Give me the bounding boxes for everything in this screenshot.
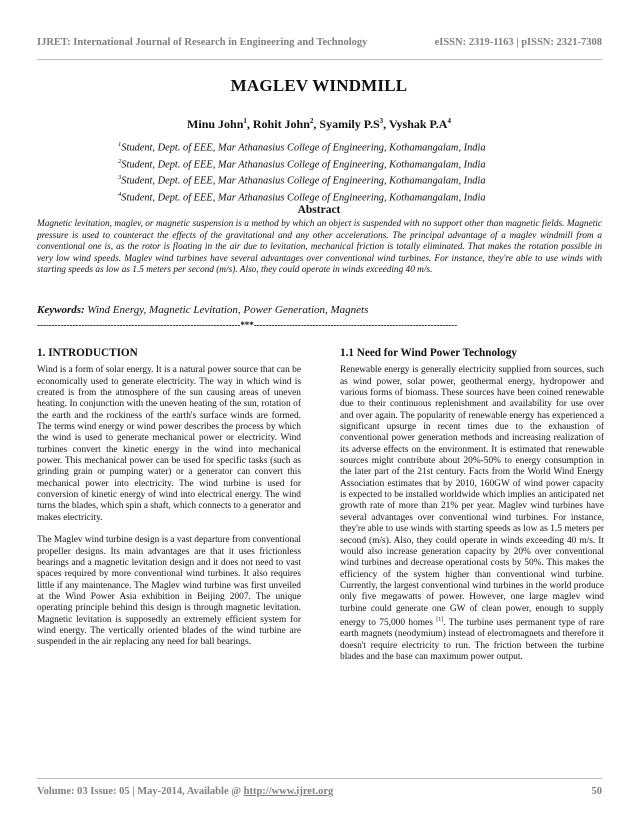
footer-rule — [37, 778, 602, 779]
footer-volume — [37, 786, 333, 797]
running-header — [37, 37, 602, 55]
affiliation-text: Student, Dept. of EEE, Mar Athanasius College of Engineering, Kothamangalam, India — [121, 192, 486, 204]
affiliation — [118, 138, 538, 155]
paragraph-text: . The turbine uses permanent type of rare earth magnets (neodymium) instead of electromagnets and therefore it doesn't require electricity to run. The friction between the turbine blades and the base can maximum power output. — [340, 618, 605, 663]
paper-title: MAGLEV WINDMILL — [230, 76, 408, 95]
running-footer — [37, 786, 602, 802]
page-number: 50 — [591, 786, 602, 797]
abstract-heading: Abstract — [297, 204, 341, 216]
affiliation-sup: 2 — [118, 157, 122, 165]
affiliation-sup: 1 — [118, 141, 122, 148]
journal-name: IJRET: International Journal of Research in Engineering and Technology — [37, 37, 368, 48]
author: Vyshak P.A — [388, 117, 448, 131]
issn: eISSN: 2319-1163 | pISSN: 2321-7308 — [434, 37, 602, 48]
keywords — [37, 304, 602, 316]
author: Rohit John — [252, 117, 310, 131]
section-separator: ---------------------------------------------------------------------***--------------------------------------------------------------------- — [37, 320, 458, 330]
header-rule — [37, 59, 602, 60]
body-paragraph: The Maglev wind turbine design is a vast departure from conventional propeller designs. Its main advantages are that it uses frictionless bearings and a magnetic levitation design and it does not need to vast spaces required by more conventional wind turbines. It also requires little if any maintenance. The Maglev wind turbine was first unveiled at the Wind Power Asia exhibition in Beijing 2007. The unique operating principle behind this design is through magnetic levitation. Magnetic levitation is supposedly an extremely efficient system for wind energy. The vertically oriented blades of the wind turbine are suspended in the air replacing any need for ball bearings. — [37, 535, 301, 648]
affiliation-text: Student, Dept. of EEE, Mar Athanasius College of Engineering, Kothamangalam, India — [121, 142, 486, 154]
body-paragraph: Wind is a form of solar energy. It is a natural power source that can be economically used to generate electricity. The way in which wind is created is from the atmosphere of the sun causing areas of uneven heating. In conjunction with the uneven heating of the sun, rotation of the earth and the rockiness of the earth's surface winds are formed. The terms wind energy or wind power describes the process by which the wind is used to generate mechanical power or electricity. Wind turbines convert the kinetic energy in the wind into mechanical power. This mechanical power can be used for specific tasks (such as grinding grain or pumping water) or a generator can convert this mechanical power into electricity. The wind turbine is used for conversion of kinetic energy of wind into electrical energy. The wind turns the blades, which spin a shaft, which connects to a generator and makes electricity. — [37, 365, 301, 523]
keywords-text: Wind Energy, Magnetic Levitation, Power Generation, Magnets — [87, 304, 369, 316]
affiliation-text: Student, Dept. of EEE, Mar Athanasius College of Engineering, Kothamangalam, India — [121, 175, 486, 187]
affiliations — [118, 138, 538, 205]
subsection-heading: 1.1 Need for Wind Power Technology — [340, 347, 517, 359]
author-sup: 3 — [379, 117, 384, 125]
author-sup: 1 — [243, 117, 247, 125]
section-heading: 1. INTRODUCTION — [37, 347, 138, 359]
affiliation — [118, 188, 538, 205]
affiliation-sup: 3 — [118, 174, 122, 182]
citation: [1] — [436, 616, 444, 623]
keywords-label: Keywords: — [37, 304, 85, 316]
author-list: Minu John$^1$, Rohit John$^2$, Syamily $P.S^3$, Vyshak $P.A^4$ — [187, 117, 451, 131]
affiliation — [118, 155, 538, 172]
abstract-text: Magnetic levitation, maglev, or magnetic suspension is a method by which an object is suspended with no support other than magnetic fields. Magnetic pressure is used to counteract the effects of the gravitational and any other accelerations. The principal advantage of a maglev windmill from a conventional one is, as the rotor is floating in the air due to levitation, mechanical friction is totally eliminated. That makes the rotation possible in very low wind speeds. Maglev wind turbines have several advantages over conventional wind turbines. For instance, they're able to use winds with starting speeds as low as 1.5 meters per second (m/s). Also, they could operate in winds exceeding 40 m/s. — [37, 219, 602, 276]
affiliation-sup: 4 — [118, 191, 122, 199]
left-column — [37, 348, 301, 660]
body-paragraph — [340, 365, 604, 663]
journal-link[interactable]: http://www.ijret.org — [243, 786, 334, 797]
paragraph-text: Renewable energy is generally electricity supplied from sources, such as wind power, solar power, geothermal energy, hydropower and various forms of biomass. These sources have been coined renewable due to their continuous replenishment and availability for use over and over again. The popularity of renewable energy has experienced a significant upsurge in recent times due to the exhaustion of conventional power generation methods and increasing realization of its adverse effects on the environment. It is estimated that renewable sources might contribute about 20%-50% to energy consumption in the later part of the 21st century. Facts from the World Wind Energy Association estimates that by 2010, 160GW of wind power capacity is expected to be installed worldwide which implies an anticipated net growth rate of more than 21% per year. Maglev wind turbines have several advantages over conventional wind turbines. For instance, they're able to use winds with starting speeds as low as 1.5 meters per second (m/s). Also, they could operate in winds exceeding 40 m/s. It would also increase generation capacity by 20% over conventional wind turbines and decrease operational costs by 50%. This makes the efficiency of the system higher than conventional wind turbine. Currently, the largest conventional wind turbines in the world produce only five megawatts of power. However, one large maglev wind turbine could generate one GW of clean power, enough to supply energy to 75,000 homes — [340, 365, 604, 629]
right-column — [340, 348, 604, 674]
author: Minu John — [187, 117, 244, 131]
author-sup: 4 — [447, 117, 451, 125]
volume-text: Volume: 03 Issue: 05 | May-2014, Available @ — [37, 786, 244, 797]
author-sup: 2 — [309, 117, 314, 125]
author: Syamily P.S — [319, 117, 380, 131]
affiliation — [118, 171, 538, 188]
affiliation-text: Student, Dept. of EEE, Mar Athanasius College of Engineering, Kothamangalam, India — [121, 159, 486, 171]
